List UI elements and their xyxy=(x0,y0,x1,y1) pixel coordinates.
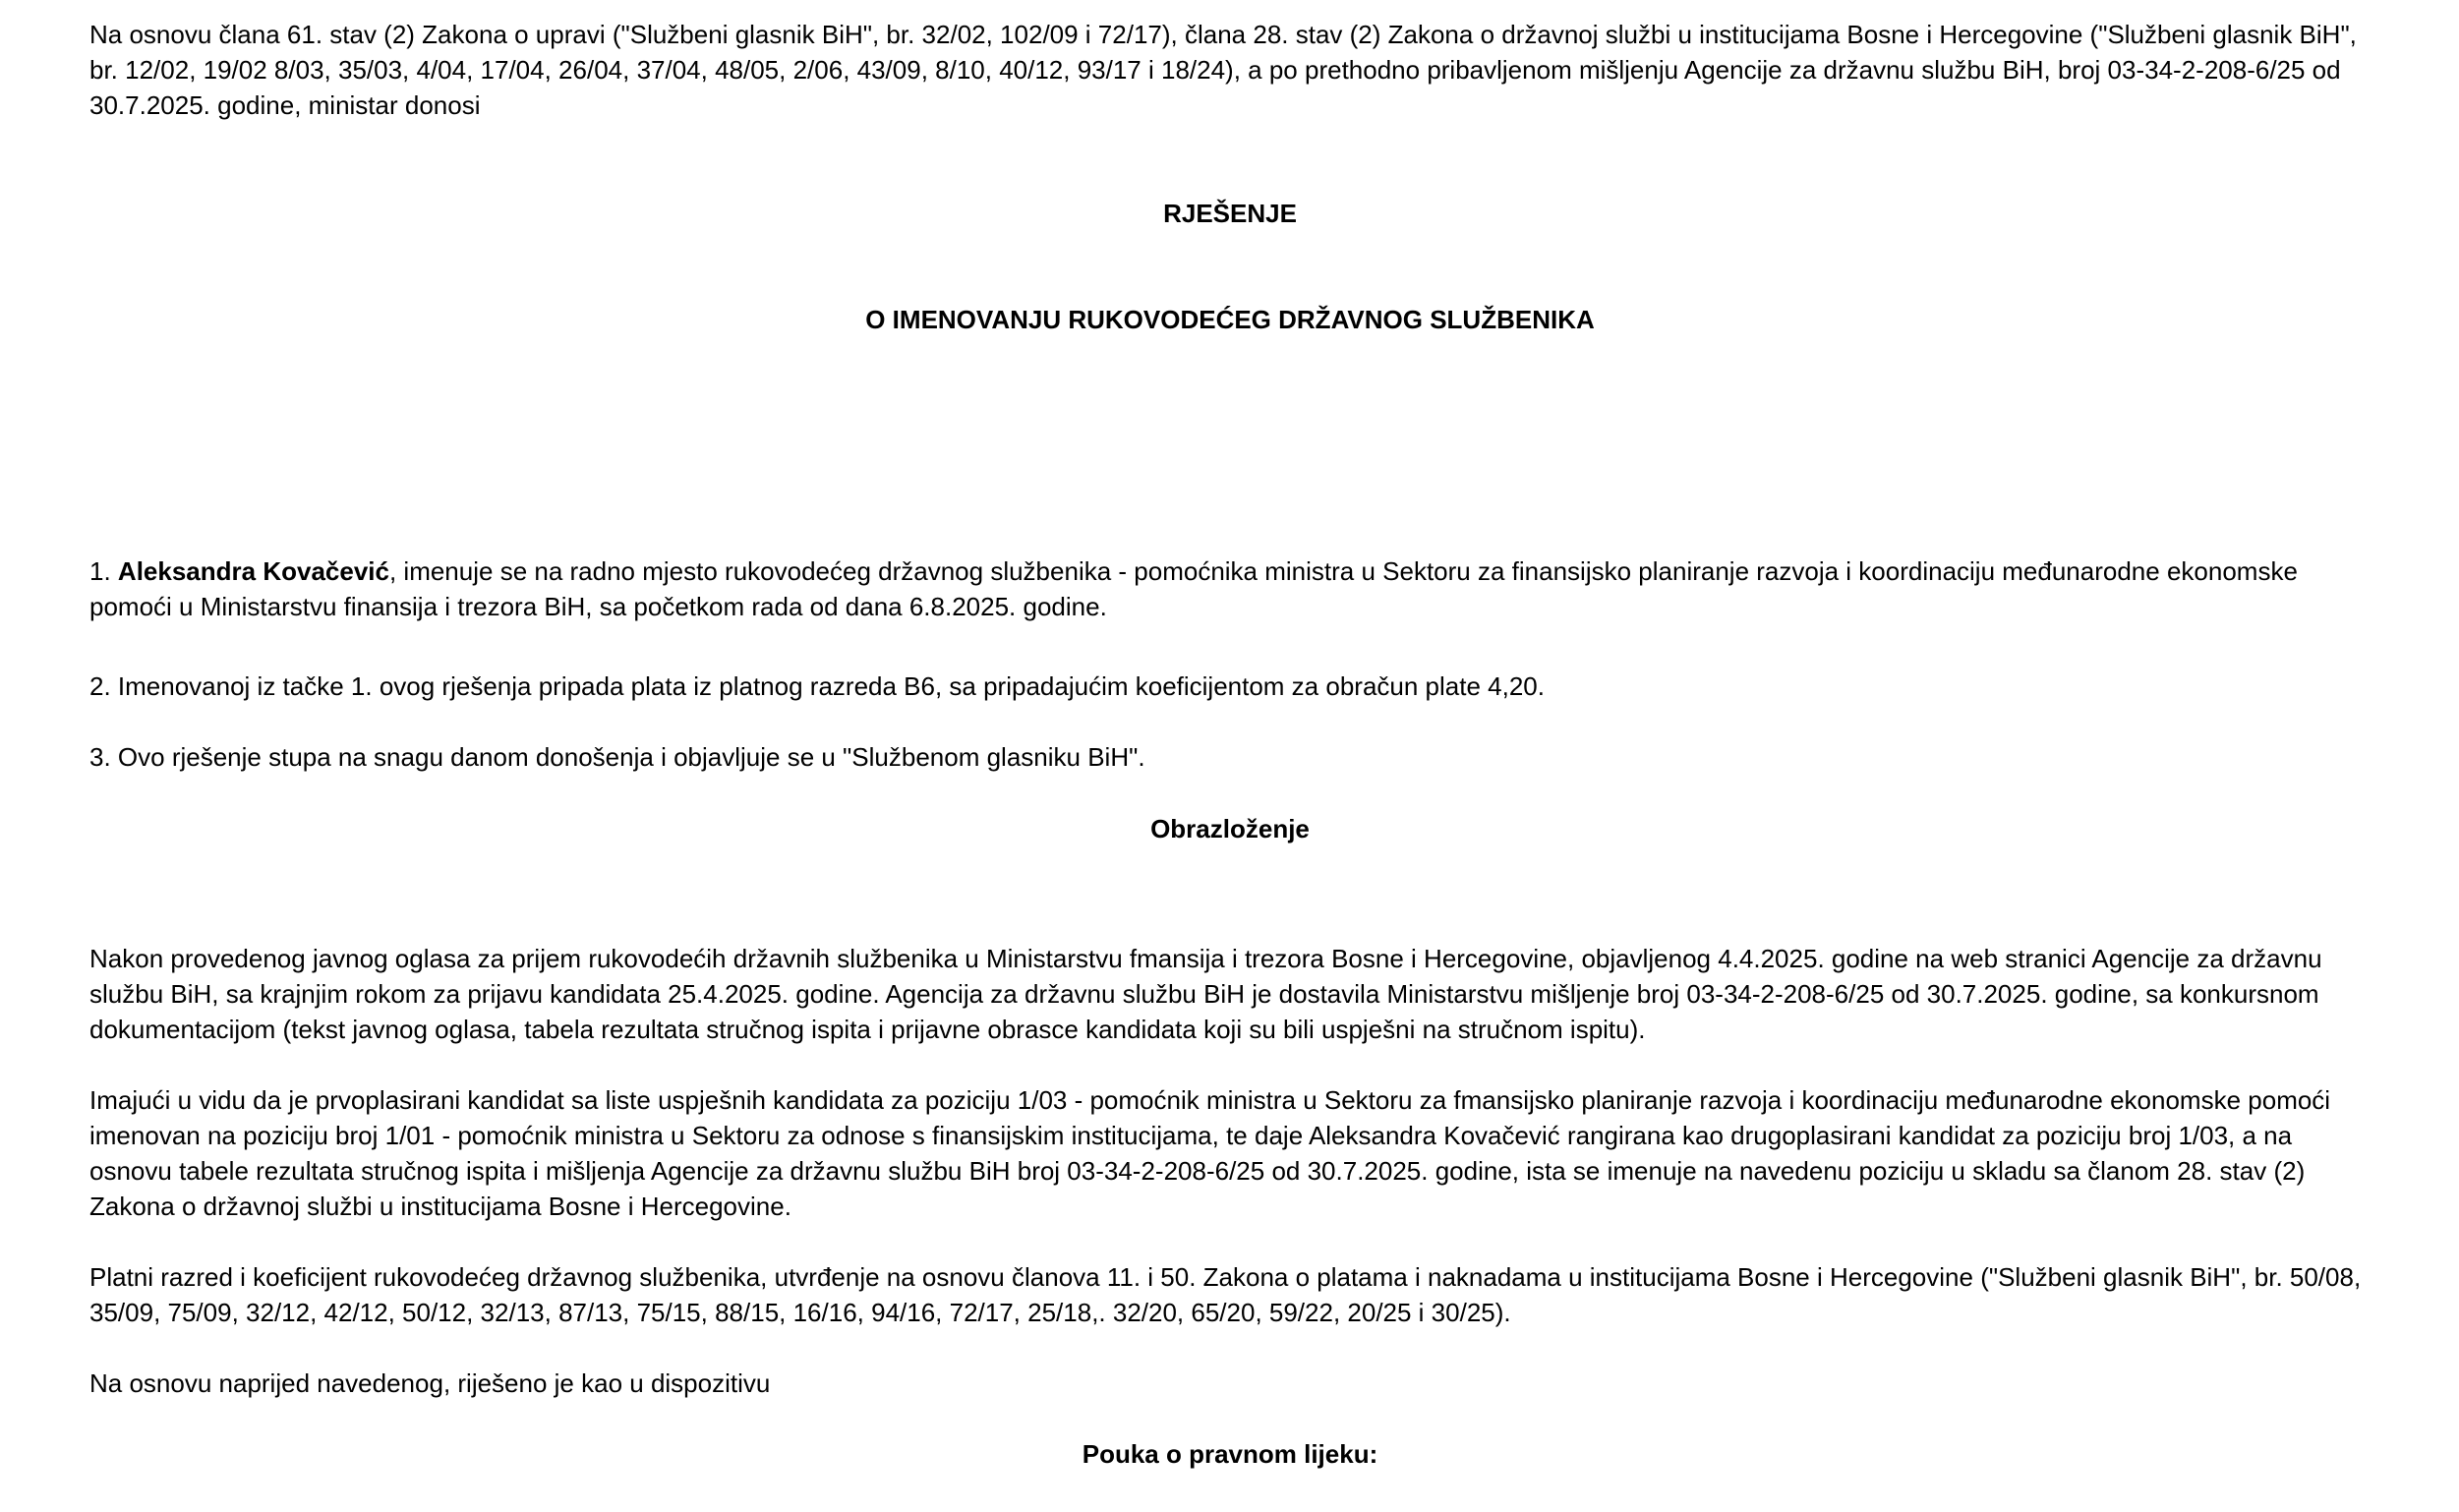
reasoning-paragraph-2: Imajući u vidu da je prvoplasirani kandidat sa liste uspješnih kandidata za poziciju 1/03 - pomoćnik ministra u Sektoru za fmansijsko planiranje razvoja i koordinaciju međunarodne ekonomske pomoći imenovan na poziciju broj 1/01 - pomoćnik ministra u Sektoru za odnose s finansijskim institucijama, te daje Aleksandra Kovačević rangirana kao drugoplasirani kandidat za poziciju broj 1/03, a na osnovu tabele rezultata stručnog ispita i mišljenja Agencije za državnu službu BiH broj 03-34-2-208-6/25 od 30.7.2025. godine, ista se imenuje na navedenu poziciju u skladu sa članom 28. stav (2) Zakona o državnoj službi u institucijama Bosne i Hercegovine. xyxy=(89,1085,2331,1221)
decision-title: RJEŠENJE xyxy=(1163,199,1297,228)
item-1-number: 1. xyxy=(89,556,111,586)
legal-remedy-heading: Pouka o pravnom lijeku: xyxy=(1082,1439,1378,1469)
reasoning-paragraph-4: Na osnovu naprijed navedenog, riješeno je kao u dispozitivu xyxy=(89,1368,771,1398)
decision-subtitle: O IMENOVANJU RUKOVODEĆEG DRŽAVNOG SLUŽBENIKA xyxy=(865,305,1595,334)
appointee-name: Aleksandra Kovačević xyxy=(117,556,389,586)
item-1-text: , imenuje se na radno mjesto rukovodećeg državnog službenika - pomoćnika ministra u Sektoru za finansijsko planiranje razvoja i koordinaciju međunarodne ekonomske pomoći u Ministarstvu finansija i trezora BiH, sa početkom rada od dana 6.8.2025. godine. xyxy=(89,556,2298,621)
reasoning-paragraph-1: Nakon provedenog javnog oglasa za prijem rukovodećih državnih službenika u Ministarstvu fmansija i trezora Bosne i Hercegovine, objavljenog 4.4.2025. godine na web stranici Agencije za državnu službu BiH, sa krajnjim rokom za prijavu kandidata 25.4.2025. godine. Agencija za državnu službu BiH je dostavila Ministarstvu mišljenje broj 03-34-2-208-6/25 od 30.7.2025. godine, sa konkursnom dokumentacijom (tekst javnog oglasa, tabela rezultata stručnog ispita i prijavne obrasce kandidata koji su bili uspješni na stručnom ispitu). xyxy=(89,944,2322,1044)
intro-paragraph: Na osnovu člana 61. stav (2) Zakona o upravi ("Službeni glasnik BiH", br. 32/02, 102/09 i 72/17), člana 28. stav (2) Zakona o državnoj službi u institucijama Bosne i Hercegovine ("Službeni glasnik BiH", br. 12/02, 19/02 8/03, 35/03, 4/04, 17/04, 26/04, 37/04, 48/05, 2/06, 43/09, 8/10, 40/12, 93/17 i 18/24), a po prethodno pribavljenom mišljenju Agencije za državnu službu BiH, broj 03-34-2-208-6/25 od 30.7.2025. godine, ministar donosi xyxy=(89,20,2357,120)
reasoning-heading: Obrazloženje xyxy=(1150,814,1310,843)
reasoning-paragraph-3: Platni razred i koeficijent rukovodećeg državnog službenika, utvrđenje na osnovu članova 11. i 50. Zakona o platama i naknadama u institucijama Bosne i Hercegovine ("Službeni glasnik BiH", br. 50/08, 35/09, 75/09, 32/12, 42/12, 50/12, 32/13, 87/13, 75/15, 88/15, 16/16, 94/16, 72/17, 25/18,. 32/20, 65/20, 59/22, 20/25 i 30/25). xyxy=(89,1262,2362,1327)
decision-item-3: 3. Ovo rješenje stupa na snagu danom donošenja i objavljuje se u "Službenom glasniku BiH". xyxy=(89,742,1145,772)
decision-item-2: 2. Imenovanoj iz tačke 1. ovog rješenja pripada plata iz platnog razreda B6, sa pripadajućim koeficijentom za obračun plate 4,20. xyxy=(89,671,1545,701)
decision-item-1 xyxy=(89,553,2371,624)
